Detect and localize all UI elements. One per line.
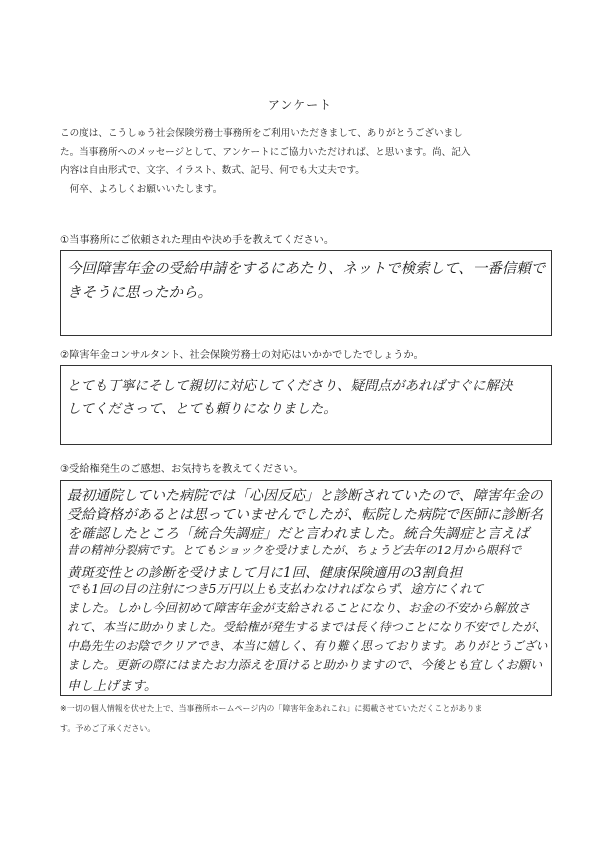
question-1-label: ①当事務所にご依頼された理由や決め手を教えてください。 — [60, 235, 335, 246]
intro-line-4: 何卒、よろしくお願いいたします。 — [60, 184, 223, 195]
answer-3-line-9: 中島先生のお陰でクリアでき、本当に嬉しく、有り難く思っております。ありがとうござい — [67, 639, 548, 653]
answer-3-line-5: 黄斑変性との診断を受けまして月に1回、健康保険適用の3割負担 — [67, 565, 463, 581]
answer-3-line-3: を確認したところ「統合失調症」だと言われました。統合失調症と言えば — [67, 526, 529, 542]
answer-3-line-10: ました。更新の際にはまたお力添えを頂けると助かりますので、今後とも宜しくお願い — [67, 658, 543, 672]
answer-1-line-1: 今回障害年金の受給申請をするにあたり、ネットで検索して、一番信頼で — [67, 261, 546, 277]
answer-3-line-2: 受給資格があるとは思っていませんでしたが、転院した病院で医師に診断名 — [67, 507, 543, 523]
question-3-label: ③受給権発生のご感想、お気持ちを教えてください。 — [60, 464, 304, 475]
answer-3-line-4: 昔の精神分裂病です。とてもショックを受けましたが、ちょうど去年の12月から眼科で — [67, 543, 522, 557]
footnote-line-1: ※一切の個人情報を伏せた上で、当事務所ホームページ内の「障害年金あれこれ」に掲載させていただくことがありま — [60, 704, 483, 713]
answer-3-line-6: でも1回の目の注射につき5万円以上も支払わなければならず、途方にくれて — [67, 582, 484, 596]
answer-box-3 — [60, 480, 552, 696]
answer-3-line-11: 申し上げます。 — [67, 679, 157, 694]
answer-3-line-7: ました。しかし今回初めて障害年金が支給されることになり、お金の不安から解放さ — [67, 601, 531, 615]
answer-3-line-1: 最初通院していた病院では「心因反応」と診断されていたので、障害年金の — [67, 488, 543, 504]
answer-2-line-1: とても丁寧にそして親切に対応してくださり、疑問点があればすぐに解決 — [67, 378, 513, 394]
answer-box-1 — [60, 250, 552, 336]
answer-2-line-2: してくださって、とても頼りになりました。 — [67, 401, 337, 417]
page-title: アンケート — [267, 98, 333, 112]
footnote-line-2: す。予めご了承ください。 — [60, 724, 156, 733]
answer-box-2 — [60, 365, 552, 445]
intro-line-1: この度は、こうしゅう社会保険労務士事務所をご利用いただきまして、ありがとうございまし — [60, 128, 463, 139]
answer-1-line-2: きそうに思ったから。 — [67, 285, 212, 301]
intro-line-3: 内容は自由形式で、文字、イラスト、数式、記号、何でも大丈夫です。 — [60, 165, 365, 176]
question-2-label: ②障害年金コンサルタント、社会保険労務士の対応はいかかでしたでしょうか。 — [60, 350, 424, 361]
intro-line-2: た。当事務所へのメッセージとして、アンケートにご協力いただければ、と思います。尚、記入 — [60, 147, 471, 158]
answer-3-line-8: れて、本当に助かりました。受給権が発生するまでは長く待つことになり不安でしたが、 — [67, 620, 547, 634]
